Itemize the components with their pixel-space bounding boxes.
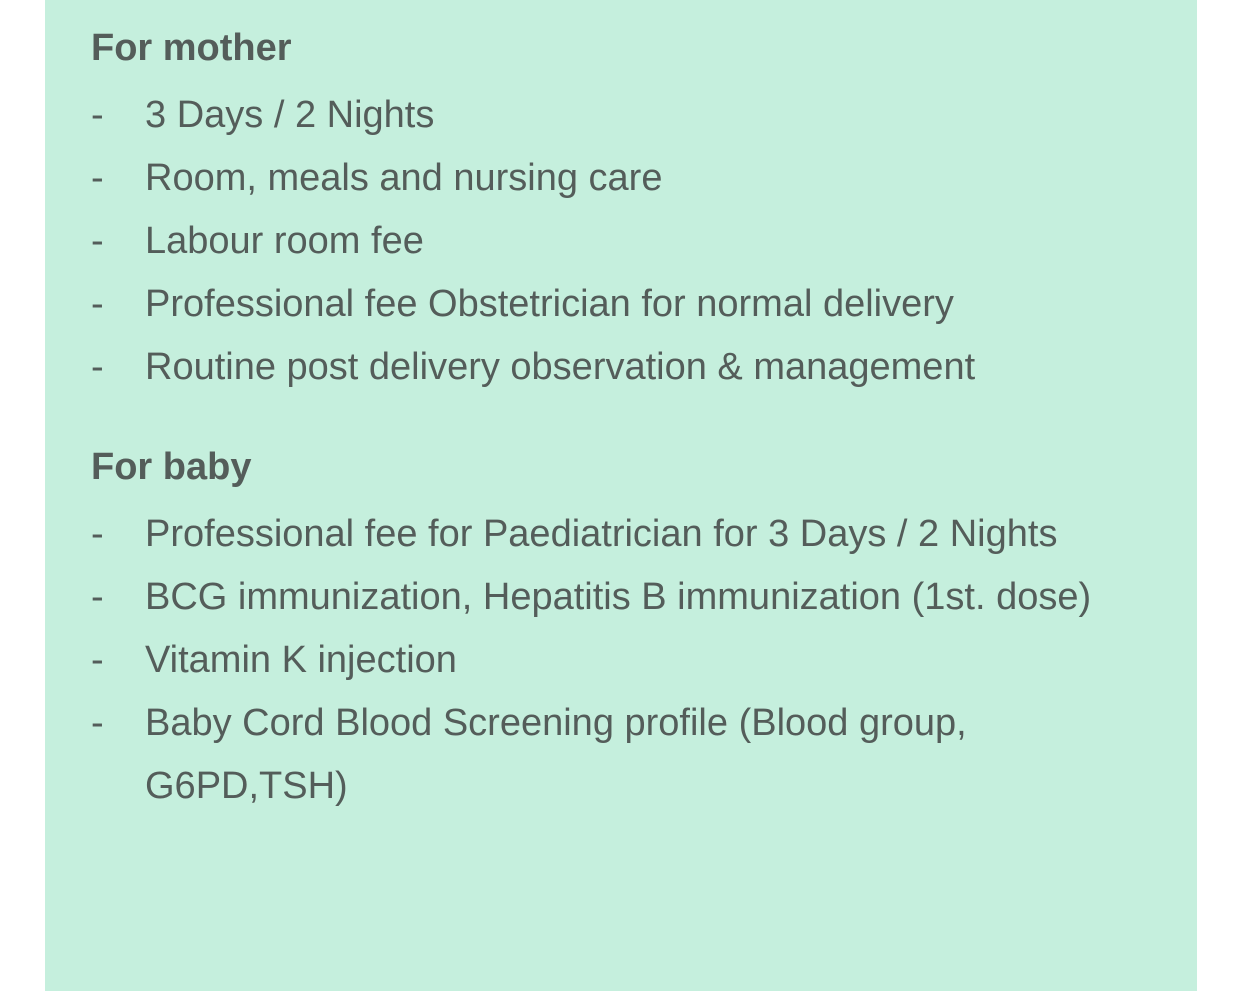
list-item (91, 84, 1171, 147)
list-item (91, 692, 1171, 818)
list-item (91, 503, 1171, 566)
baby-section (91, 441, 1171, 818)
baby-inclusions-list (91, 503, 1171, 818)
bullet-dash: - (91, 576, 104, 618)
bullet-dash: - (91, 702, 104, 744)
list-item (91, 336, 1171, 399)
list-item (91, 147, 1171, 210)
item-text: Labour room fee (145, 220, 424, 262)
mother-section (91, 22, 1171, 399)
bullet-dash: - (91, 283, 104, 325)
list-item (91, 273, 1171, 336)
item-text: 3 Days / 2 Nights (145, 94, 435, 136)
list-item (91, 629, 1171, 692)
bullet-dash: - (91, 513, 104, 555)
baby-heading: For baby (91, 446, 252, 488)
item-text: Vitamin K injection (145, 639, 457, 681)
bullet-dash: - (91, 639, 104, 681)
item-text: Room, meals and nursing care (145, 157, 663, 199)
package-inclusions-panel (45, 0, 1197, 991)
list-item (91, 210, 1171, 273)
bullet-dash: - (91, 346, 104, 388)
item-text: BCG immunization, Hepatitis B immunization (1st. dose) (145, 576, 1092, 618)
item-text: Professional fee for Paediatrician for 3 Days / 2 Nights (145, 513, 1058, 555)
bullet-dash: - (91, 157, 104, 199)
item-text: Professional fee Obstetrician for normal delivery (145, 283, 954, 325)
bullet-dash: - (91, 220, 104, 262)
mother-heading: For mother (91, 27, 292, 69)
item-text: Routine post delivery observation & management (145, 346, 976, 388)
mother-inclusions-list (91, 84, 1171, 399)
bullet-dash: - (91, 94, 104, 136)
list-item (91, 566, 1171, 629)
item-text: Baby Cord Blood Screening profile (Blood group, G6PD,TSH) (145, 702, 967, 807)
